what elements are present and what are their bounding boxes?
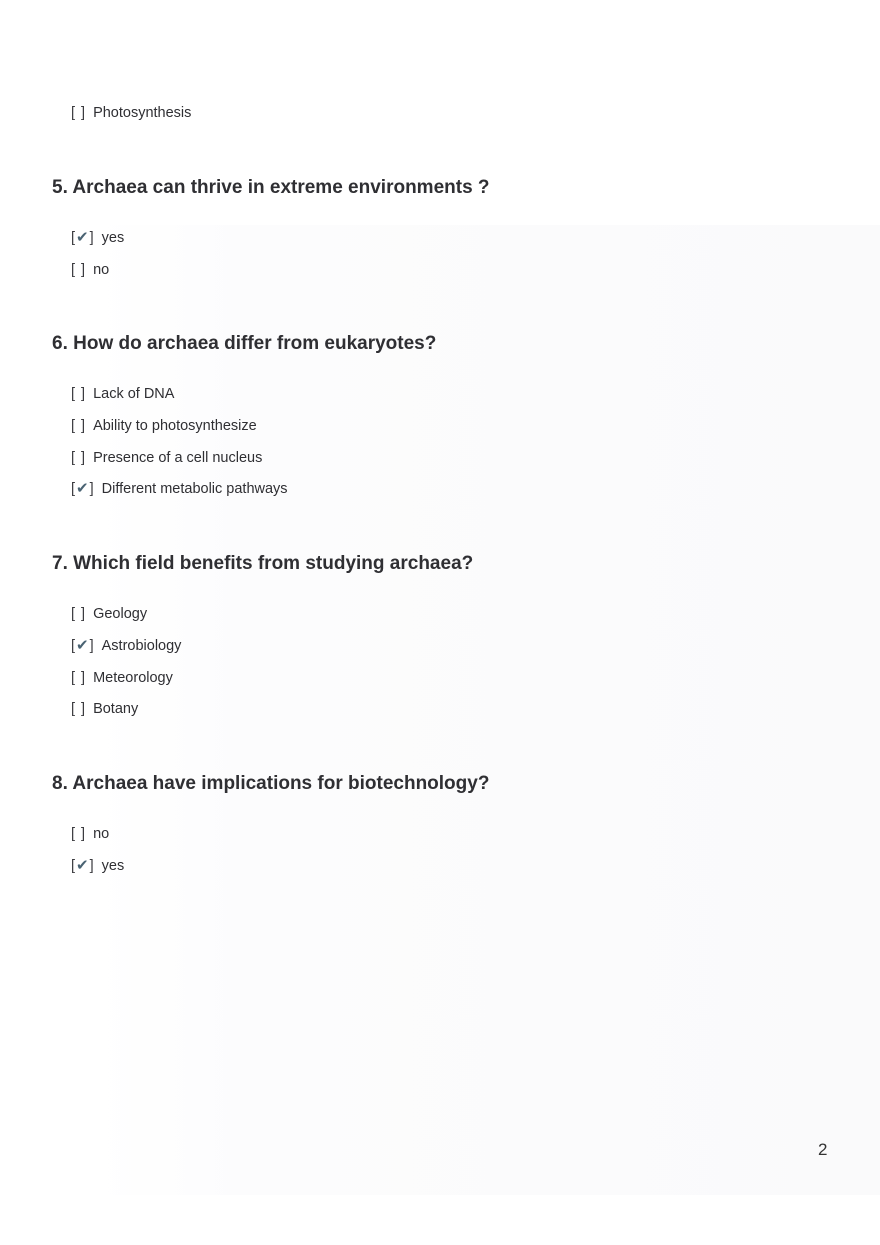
checkbox[interactable]: [ ] <box>71 418 86 434</box>
option-label: yes <box>101 230 125 246</box>
check-icon: ✔ <box>76 480 89 497</box>
checkbox[interactable]: [ ] <box>71 450 86 466</box>
option-photosynthesis[interactable] <box>71 104 191 122</box>
option-label: no <box>93 826 110 842</box>
checkbox[interactable]: [✔] <box>71 229 94 246</box>
checkbox[interactable]: [ ] <box>71 701 86 717</box>
option-label: Astrobiology <box>101 638 182 654</box>
checkbox[interactable]: [✔] <box>71 857 94 874</box>
check-icon: ✔ <box>76 637 89 654</box>
option-label: Different metabolic pathways <box>101 481 288 497</box>
option-photosynthesize[interactable] <box>71 417 257 435</box>
option-label: Meteorology <box>93 670 173 686</box>
option-geology[interactable] <box>71 605 147 623</box>
checkbox[interactable]: [ ] <box>71 670 86 686</box>
option-label: yes <box>101 858 125 874</box>
page-number: 2 <box>818 1140 828 1159</box>
question-5-title: 5. Archaea can thrive in extreme environments ? <box>52 177 490 198</box>
option-yes[interactable] <box>71 857 124 875</box>
checkbox[interactable]: [ ] <box>71 386 86 402</box>
checkbox[interactable]: [ ] <box>71 262 86 278</box>
option-label: Lack of DNA <box>93 386 175 402</box>
option-yes[interactable] <box>71 229 124 247</box>
checkbox[interactable]: [ ] <box>71 606 86 622</box>
check-icon: ✔ <box>76 857 89 874</box>
question-7-title: 7. Which field benefits from studying archaea? <box>52 553 474 574</box>
checkbox[interactable]: [✔] <box>71 480 94 497</box>
question-6-title: 6. How do archaea differ from eukaryotes? <box>52 333 437 354</box>
checkbox[interactable]: [✔] <box>71 637 94 654</box>
option-label: no <box>93 262 110 278</box>
check-icon: ✔ <box>76 229 89 246</box>
option-lack-of-dna[interactable] <box>71 385 174 403</box>
option-no[interactable] <box>71 261 109 279</box>
option-label: Botany <box>93 701 139 717</box>
option-botany[interactable] <box>71 700 138 718</box>
checkbox[interactable]: [ ] <box>71 105 86 121</box>
option-label: Presence of a cell nucleus <box>93 450 263 466</box>
question-8-title: 8. Archaea have implications for biotechnology? <box>52 773 490 794</box>
page-shade <box>95 225 880 1195</box>
option-astrobiology[interactable] <box>71 637 181 655</box>
option-no[interactable] <box>71 825 109 843</box>
option-label: Geology <box>93 606 148 622</box>
checkbox[interactable]: [ ] <box>71 826 86 842</box>
option-cell-nucleus[interactable] <box>71 449 262 467</box>
option-label: Photosynthesis <box>93 105 192 121</box>
option-meteorology[interactable] <box>71 669 173 687</box>
option-metabolic-pathways[interactable] <box>71 480 288 498</box>
option-label: Ability to photosynthesize <box>93 418 257 434</box>
